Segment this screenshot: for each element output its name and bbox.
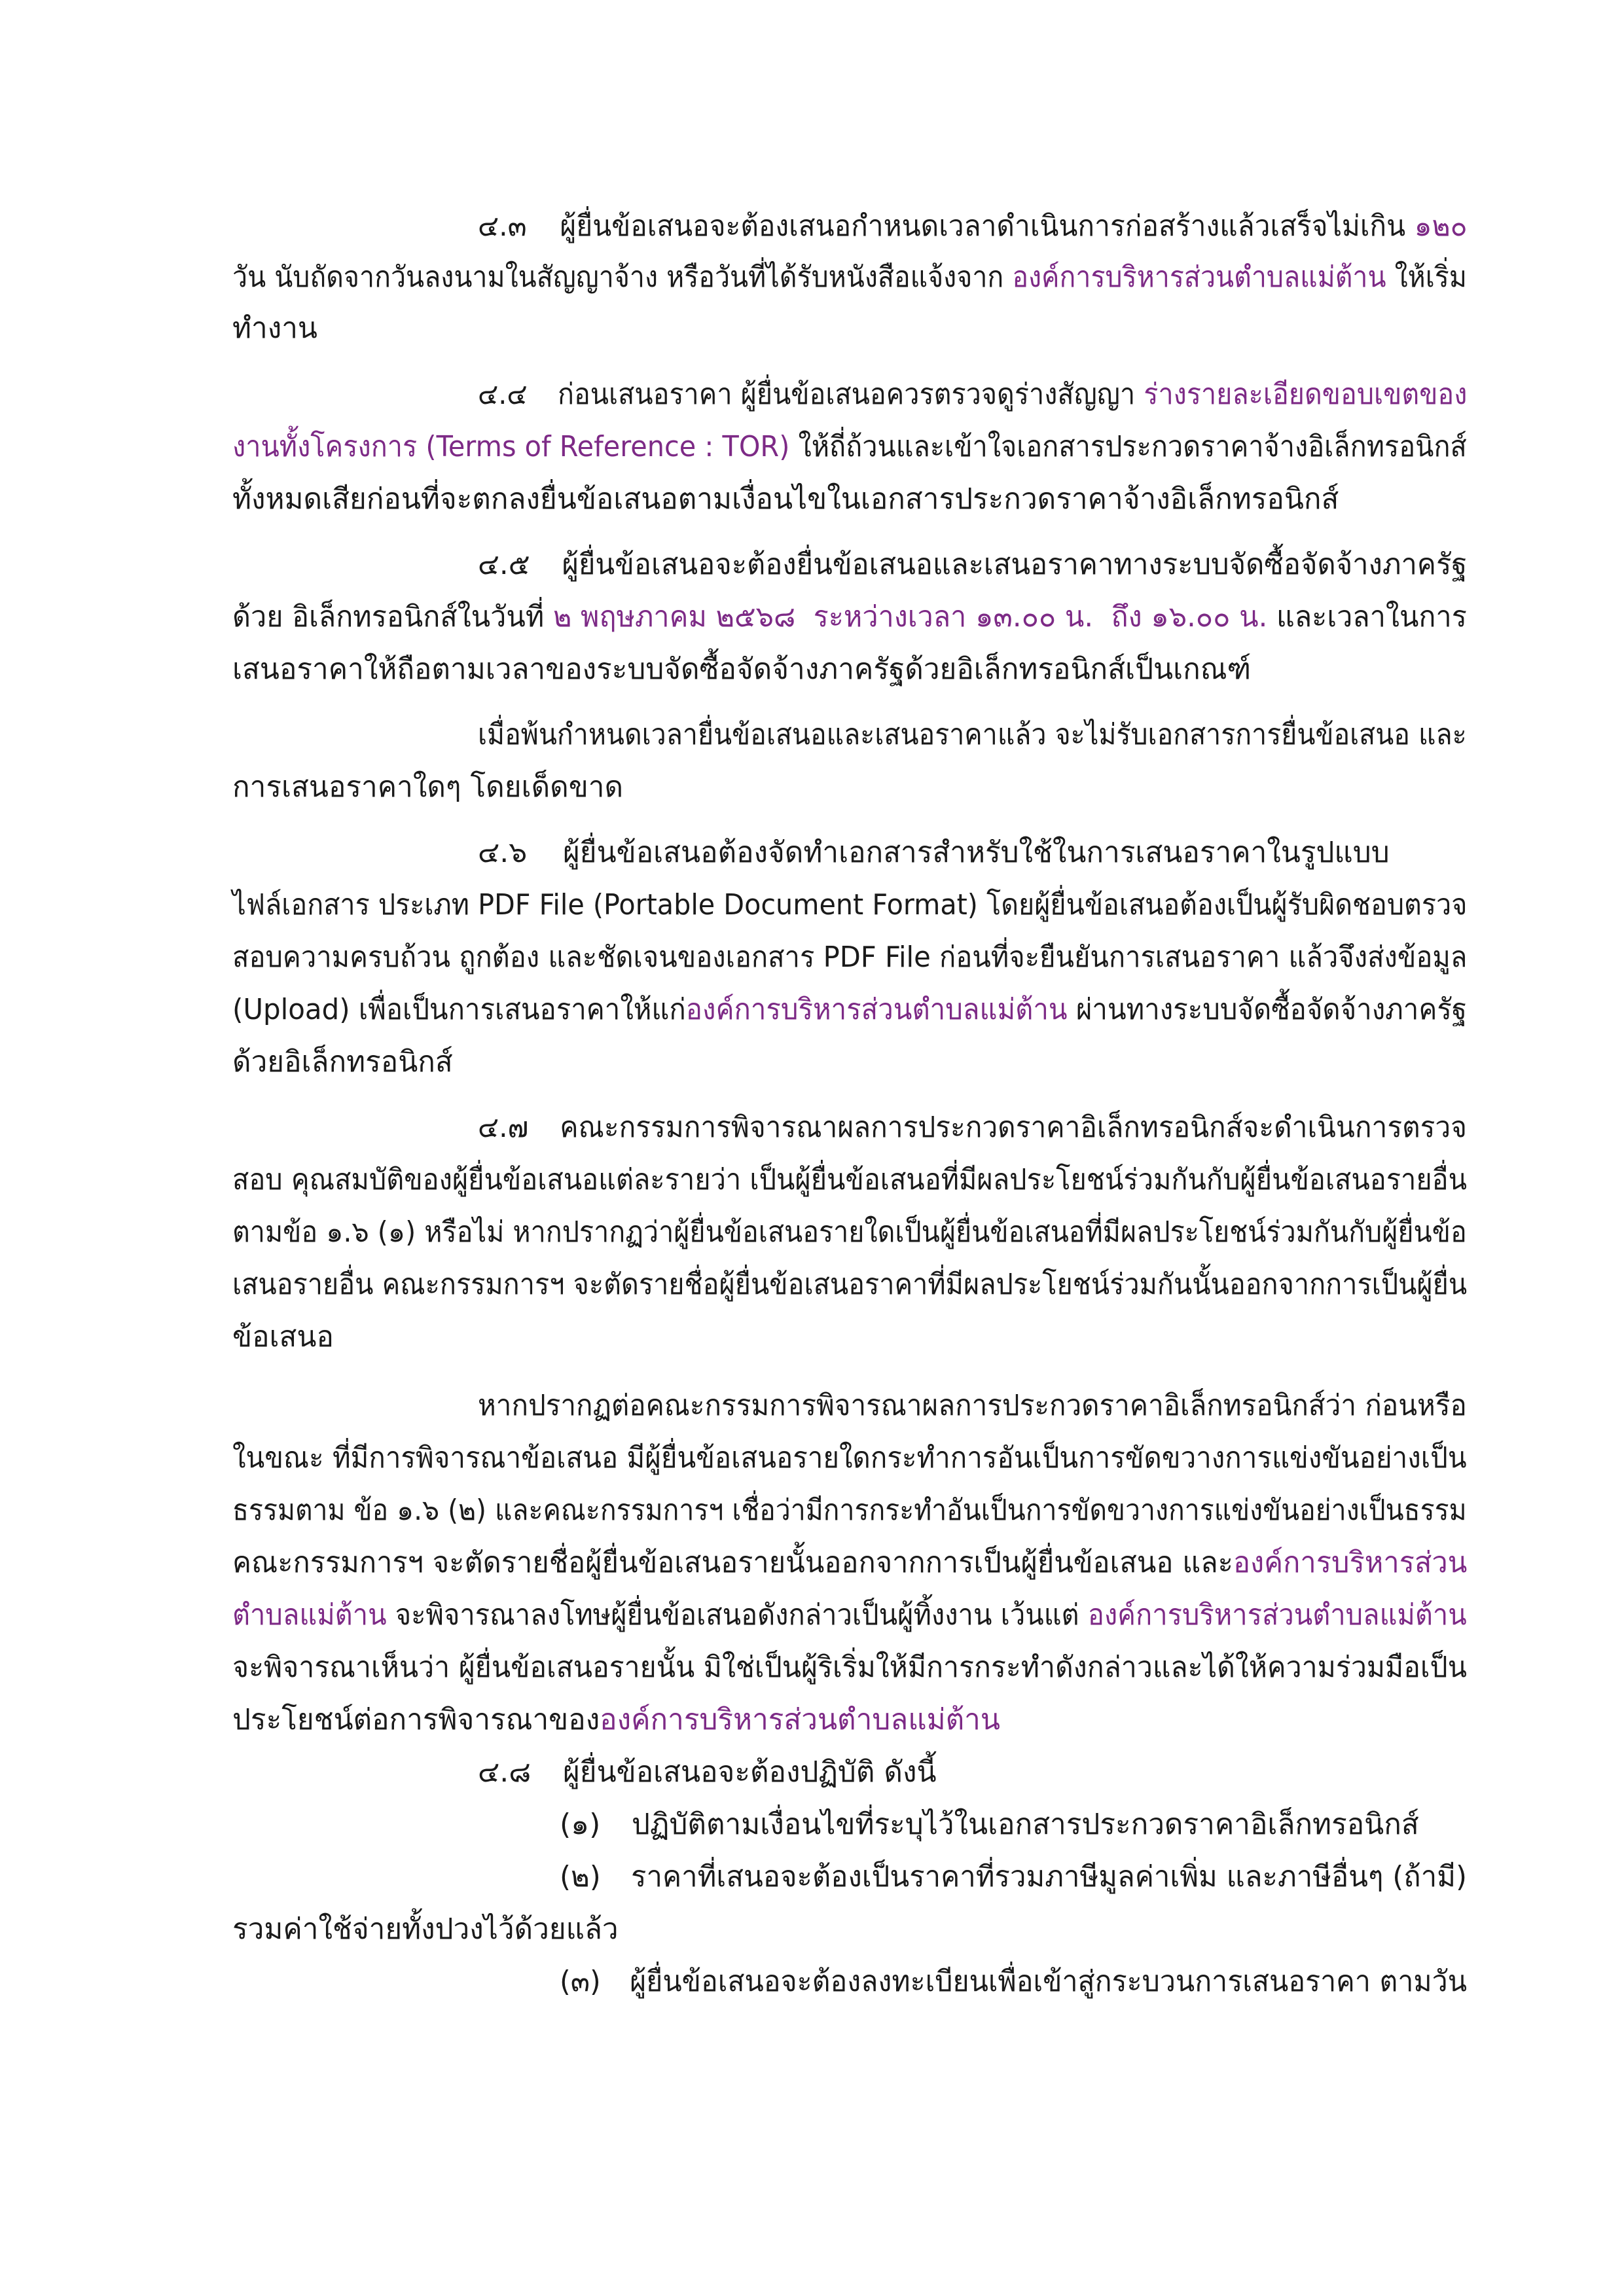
text: ผู้ยื่นข้อเสนอจะต้องปฏิบัติ ดังนี้ xyxy=(563,1755,937,1789)
highlight-text: ร่างรายละเอียดขอบเขตของ xyxy=(1144,378,1468,411)
text: ไฟล์เอกสาร ประเภท PDF File (Portable Document Format) โดยผู้ยื่นข้อเสนอต้องเป็นผู้รับผิดชอบตรวจ xyxy=(232,888,1468,922)
clause-number: ๔.๔ xyxy=(478,378,528,411)
item-1 xyxy=(560,1806,1419,1843)
clause-4-5-line-5 xyxy=(232,769,623,806)
item-2 xyxy=(560,1859,1467,1895)
text: ประโยชน์ต่อการพิจารณาของ xyxy=(232,1703,600,1736)
clause-4-7-line-4 xyxy=(232,1266,1467,1303)
text: ด้วยอิเล็กทรอนิกส์ xyxy=(232,1045,453,1079)
highlight-text: งานทั้งโครงการ (Terms of Reference : TOR) xyxy=(232,430,790,463)
clause-4-7-line-1 xyxy=(478,1109,1467,1146)
highlight-text: องค์การบริหารส่วนตำบลแม่ต้าน xyxy=(600,1703,1000,1736)
text: ตามข้อ ๑.๖ (๑) หรือไม่ หากปรากฏว่าผู้ยื่นข้อเสนอรายใดเป็นผู้ยื่นข้อเสนอที่มีผลประโยชน์ร่วมกันกับผู้ยื่นข้อ xyxy=(232,1215,1467,1249)
text: เมื่อพ้นกำหนดเวลายื่นข้อเสนอและเสนอราคาแล้ว จะไม่รับเอกสารการยื่นข้อเสนอ และ xyxy=(478,718,1467,751)
text: ให้ถี่ถ้วนและเข้าใจเอกสารประกวดราคาจ้างอิเล็กทรอนิกส์ xyxy=(789,430,1467,463)
text: ด้วย อิเล็กทรอนิกส์ในวันที่ xyxy=(232,600,553,634)
clause-4-5-line-1 xyxy=(478,547,1467,583)
clause-number: ๔.๖ xyxy=(478,836,528,869)
text: ทำงาน xyxy=(232,312,317,345)
clause-4-3-line-2 xyxy=(232,259,1467,296)
item-number: (๓) xyxy=(560,1965,601,1998)
text: ผู้ยื่นข้อเสนอจะต้องเสนอกำหนดเวลาดำเนินการก่อสร้างแล้วเสร็จไม่เกิน xyxy=(560,209,1415,243)
clause-4-4-line-2 xyxy=(232,429,1467,465)
text: คณะกรรมการพิจารณาผลการประกวดราคาอิเล็กทรอนิกส์จะดำเนินการตรวจ xyxy=(560,1111,1467,1144)
text: ผ่านทางระบบจัดซื้อจัดจ้างภาครัฐ xyxy=(1067,993,1467,1026)
text: ผู้ยื่นข้อเสนอจะต้องลงทะเบียนเพื่อเข้าสู่กระบวนการเสนอราคา ตามวัน xyxy=(630,1965,1468,1998)
clause-4-6-line-4 xyxy=(232,992,1467,1028)
clause-4-5-line-3 xyxy=(232,651,1251,688)
text: เสนอราคาให้ถือตามเวลาของระบบจัดซื้อจัดจ้างภาครัฐด้วยอิเล็กทรอนิกส์เป็นเกณฑ์ xyxy=(232,653,1252,686)
text: ผู้ยื่นข้อเสนอจะต้องยื่นข้อเสนอและเสนอราคาทางระบบจัดซื้อจัดจ้างภาครัฐ xyxy=(562,548,1468,581)
clause-4-6-line-5 xyxy=(232,1044,453,1081)
text: จะพิจารณาลงโทษผู้ยื่นข้อเสนอดังกล่าวเป็นผู้ทิ้งงาน เว้นแต่ xyxy=(386,1598,1088,1632)
text: หากปรากฏต่อคณะกรรมการพิจารณาผลการประกวดราคาอิเล็กทรอนิกส์ว่า ก่อนหรือ xyxy=(478,1389,1467,1422)
text: รวมค่าใช้จ่ายทั้งปวงไว้ด้วยแล้ว xyxy=(232,1912,619,1946)
clause-4-5-line-4 xyxy=(478,717,1467,753)
text: ผู้ยื่นข้อเสนอต้องจัดทำเอกสารสำหรับใช้ในการเสนอราคาในรูปแบบ xyxy=(563,836,1390,869)
text: ราคาที่เสนอจะต้องเป็นราคาที่รวมภาษีมูลค่าเพิ่ม และภาษีอื่นๆ (ถ้ามี) xyxy=(631,1860,1467,1893)
clause-number: ๔.๕ xyxy=(478,548,530,581)
clause-4-7-line-9 xyxy=(232,1545,1467,1581)
clause-4-3-line-1 xyxy=(478,208,1468,245)
text: จะพิจารณาเห็นว่า ผู้ยื่นข้อเสนอรายนั้น มิใช่เป็นผู้ริเริ่มให้มีการกระทำดังกล่าวและได้ให้ความร่วมมือเป็น xyxy=(232,1651,1467,1684)
clause-4-7-line-8 xyxy=(232,1492,1467,1529)
highlight-text: องค์การบริหารส่วนตำบลแม่ต้าน xyxy=(1087,1598,1467,1632)
text: ปฏิบัติตามเงื่อนไขที่ระบุไว้ในเอกสารประกวดราคาอิเล็กทรอนิกส์ xyxy=(632,1808,1419,1841)
text: ก่อนเสนอราคา ผู้ยื่นข้อเสนอควรตรวจดูร่างสัญญา xyxy=(558,378,1144,411)
clause-4-6-line-3 xyxy=(232,939,1467,976)
clause-4-7-line-10 xyxy=(232,1597,1467,1634)
clause-4-7-line-5 xyxy=(232,1319,334,1355)
clause-4-8-line-1 xyxy=(478,1754,937,1791)
clause-number: ๔.๓ xyxy=(478,209,527,243)
text: (Upload) เพื่อเป็นการเสนอราคาให้แก่ xyxy=(232,993,686,1026)
item-number: (๒) xyxy=(560,1860,601,1893)
text: ทั้งหมดเสียก่อนที่จะตกลงยื่นข้อเสนอตามเงื่อนไขในเอกสารประกวดราคาจ้างอิเล็กทรอนิกส์ xyxy=(232,482,1339,516)
clause-number: ๔.๗ xyxy=(478,1111,529,1144)
clause-4-3-line-3 xyxy=(232,310,317,347)
item-number: (๑) xyxy=(560,1808,601,1841)
clause-4-4-line-3 xyxy=(232,481,1339,518)
clause-4-5-line-2 xyxy=(232,599,1467,636)
text: เสนอรายอื่น คณะกรรมการฯ จะตัดรายชื่อผู้ยื่นข้อเสนอราคาที่มีผลประโยชน์ร่วมกันนั้นออกจากการเป็นผู้ยื่น xyxy=(232,1268,1468,1301)
clause-4-7-line-7 xyxy=(232,1440,1467,1477)
item-3 xyxy=(560,1964,1467,2000)
text: สอบความครบถ้วน ถูกต้อง และชัดเจนของเอกสาร PDF File ก่อนที่จะยืนยันการเสนอราคา แล้วจึงส่งข้อมูล xyxy=(232,941,1468,974)
text: สอบ คุณสมบัติของผู้ยื่นข้อเสนอแต่ละรายว่า เป็นผู้ยื่นข้อเสนอที่มีผลประโยชน์ร่วมกันกับผู้ยื่นข้อเสนอรายอื่น xyxy=(232,1163,1468,1196)
text: และเวลาในการ xyxy=(1267,600,1467,634)
clause-4-7-line-2 xyxy=(232,1162,1467,1198)
clause-4-7-line-6 xyxy=(478,1388,1467,1424)
clause-4-7-line-11 xyxy=(232,1649,1467,1686)
highlight-text: ตำบลแม่ต้าน xyxy=(232,1598,387,1632)
clause-4-7-line-12 xyxy=(232,1702,1000,1738)
item-2-continuation xyxy=(232,1911,619,1948)
clause-4-4-line-1 xyxy=(478,376,1467,413)
clause-4-7-line-3 xyxy=(232,1214,1467,1251)
clause-4-6-line-1 xyxy=(478,834,1390,871)
highlight-text: ๑๒๐ xyxy=(1414,209,1468,243)
clause-4-6-line-2 xyxy=(232,887,1467,924)
highlight-text: ๒ พฤษภาคม ๒๕๖๘ ระหว่างเวลา ๑๓.๐๐ น. ถึง ๑๖.๐๐ น. xyxy=(552,600,1268,634)
text: คณะกรรมการฯ จะตัดรายชื่อผู้ยื่นข้อเสนอรายนั้นออกจากการเป็นผู้ยื่นข้อเสนอ และ xyxy=(232,1546,1233,1579)
text: ธรรมตาม ข้อ ๑.๖ (๒) และคณะกรรมการฯ เชื่อว่ามีการกระทำอันเป็นการขัดขวางการแข่งขันอย่างเป็นธรรม xyxy=(232,1494,1467,1527)
text: การเสนอราคาใดๆ โดยเด็ดขาด xyxy=(232,770,624,804)
text: ข้อเสนอ xyxy=(232,1320,334,1354)
highlight-text: องค์การบริหารส่วนตำบลแม่ต้าน xyxy=(685,993,1068,1026)
text: วัน นับถัดจากวันลงนามในสัญญาจ้าง หรือวันที่ได้รับหนังสือแจ้งจาก xyxy=(232,260,1013,294)
text: ให้เริ่ม xyxy=(1386,260,1467,294)
highlight-text: องค์การบริหารส่วนตำบลแม่ต้าน xyxy=(1012,260,1386,294)
clause-number: ๔.๘ xyxy=(478,1755,532,1789)
highlight-text: องค์การบริหารส่วน xyxy=(1233,1546,1468,1579)
text: ในขณะ ที่มีการพิจารณาข้อเสนอ มีผู้ยื่นข้อเสนอรายใดกระทำการอันเป็นการขัดขวางการแข่งขันอย่างเป็น xyxy=(232,1441,1467,1475)
